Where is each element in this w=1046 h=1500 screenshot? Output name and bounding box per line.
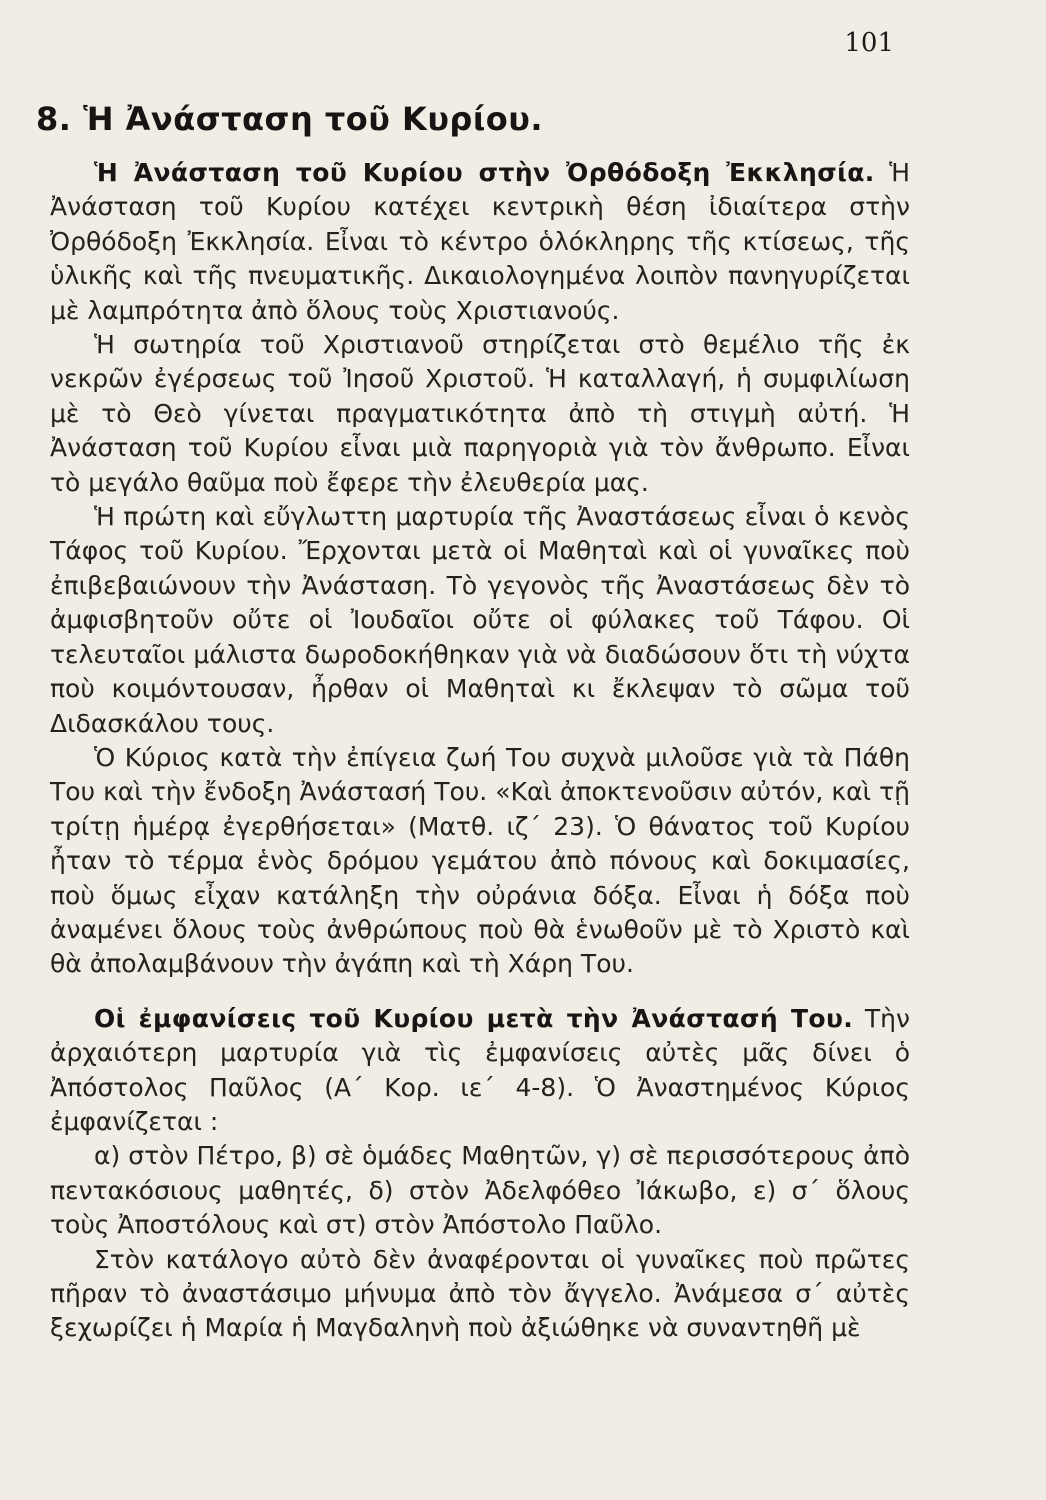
section-1-paragraph-3: Ἡ πρώτη καὶ εὔγλωττη μαρτυρία τῆς Ἀναστάσεως εἶναι ὁ κενὸς Τάφος τοῦ Κυρίου. Ἔρχονται μετὰ οἱ Μαθηταὶ καὶ οἱ γυναῖκες ποὺ ἐπιβεβαιώνουν τὴν Ἀνάσταση. Τὸ γεγονὸς τῆς Ἀναστάσεως δὲν τὸ ἀμφισβητοῦν οὔτε οἱ Ἰουδαῖοι οὔτε οἱ φύλακες τοῦ Τάφου. Οἱ τελευταῖοι μάλιστα δωροδοκήθηκαν γιὰ νὰ διαδώσουν ὅτι τὴ νύχτα ποὺ κοιμόντουσαν, ἦρθαν οἱ Μαθηταὶ κι ἔκλεψαν τὸ σῶμα τοῦ Διδασκάλου τους. <box>50 502 910 738</box>
section-2-closing-paragraph: Στὸν κατάλογο αὐτὸ δὲν ἀναφέρονται οἱ γυναῖκες ποὺ πρῶτες πῆραν τὸ ἀναστάσιμο μήνυμα ἀπὸ τὸν ἄγγελο. Ἀνάμεσα σ΄ αὐτὲς ξεχωρίζει ἡ Μαρία ἡ Μαγδαληνὴ ποὺ ἀξιώθηκε νὰ συναντηθῆ μὲ <box>50 1244 910 1343</box>
body-text <box>50 156 910 1346</box>
section-2-intro: Τὴν ἀρχαιότερη μαρτυρία γιὰ τὶς ἐμφανίσεις αὐτὲς μᾶς δίνει ὁ Ἀπόστολος Παῦλος (Α΄ Κορ. ιε΄ 4-8). Ὁ Ἀναστημένος Κύριος ἐμφανίζεται : <box>50 1003 910 1136</box>
section-2-heading: Οἱ ἐμφανίσεις τοῦ Κυρίου μετὰ τὴν Ἀνάστασή Του. <box>94 1003 854 1033</box>
section-1-paragraph-2: Ἡ σωτηρία τοῦ Χριστιανοῦ στηρίζεται στὸ θεμέλιο τῆς ἐκ νεκρῶν ἐγέρσεως τοῦ Ἰησοῦ Χριστοῦ. Ἡ καταλλαγή, ἡ συμφιλίωση μὲ τὸ Θεὸ γίνεται πραγματικότητα ἀπὸ τὴ στιγμὴ αὐτή. Ἡ Ἀνάσταση τοῦ Κυρίου εἶναι μιὰ παρηγοριὰ γιὰ τὸν ἄνθρωπο. Εἶναι τὸ μεγάλο θαῦμα ποὺ ἔφερε τὴν ἐλευθερία μας. <box>50 330 910 497</box>
section-1-heading: Ἡ Ἀνάσταση τοῦ Κυρίου στὴν Ὀρθόδοξη Ἐκκλησία. <box>94 158 875 187</box>
section-2-first-paragraph <box>50 1002 910 1140</box>
section-1-paragraph-4: Ὁ Κύριος κατὰ τὴν ἐπίγεια ζωή Του συχνὰ μιλοῦσε γιὰ τὰ Πάθη Του καὶ τὴν ἔνδοξη Ἀνάστασή Του. «Καὶ ἀποκτενοῦσιν αὐτόν, καὶ τῇ τρίτῃ ἡμέρᾳ ἐγερθήσεται» (Ματθ. ιζ΄ 23). Ὁ θάνατος τοῦ Κυρίου ἦταν τὸ τέρμα ἑνὸς δρόμου γεμάτου ἀπὸ πόνους καὶ δοκιμασίες, ποὺ ὅμως εἶχαν κατάληξη τὴν οὐράνια δόξα. Εἶναι ἡ δόξα ποὺ ἀναμένει ὅλους τοὺς ἀνθρώπους ποὺ θὰ ἑνωθοῦν μὲ τὸ Χριστὸ καὶ θὰ ἀπολαμβάνουν τὴν ἀγάπη καὶ τὴ Χάρη Του. <box>50 742 910 979</box>
section-1-paragraph-1: Ἡ Ἀνάσταση τοῦ Κυρίου κατέχει κεντρικὴ θέση ἰδιαίτερα στὴν Ὀρθόδοξη Ἐκκλησία. Εἶναι τὸ κέντρο ὁλόκληρης τῆς κτίσεως, τῆς ὑλικῆς καὶ τῆς πνευματικῆς. Δικαιολογημένα λοιπὸν πανηγυρίζεται μὲ λαμπρότητα ἀπὸ ὅλους τοὺς Χριστιανούς. <box>50 158 910 325</box>
chapter-title: 8. Ἡ Ἀνάσταση τοῦ Κυρίου. <box>36 100 544 138</box>
page-number: 101 <box>844 28 894 58</box>
section-divider-space <box>50 982 910 1002</box>
section-1-first-paragraph <box>50 156 910 328</box>
appearances-list: α) στὸν Πέτρο, β) σὲ ὁμάδες Μαθητῶν, γ) σὲ περισσότερους ἀπὸ πεντακόσιους μαθητές, δ) στὸν Ἀδελφόθεο Ἰάκωβο, ε) σ΄ ὅλους τοὺς Ἀποστόλους καὶ στ) στὸν Ἀπόστολο Παῦλο. <box>50 1141 910 1240</box>
